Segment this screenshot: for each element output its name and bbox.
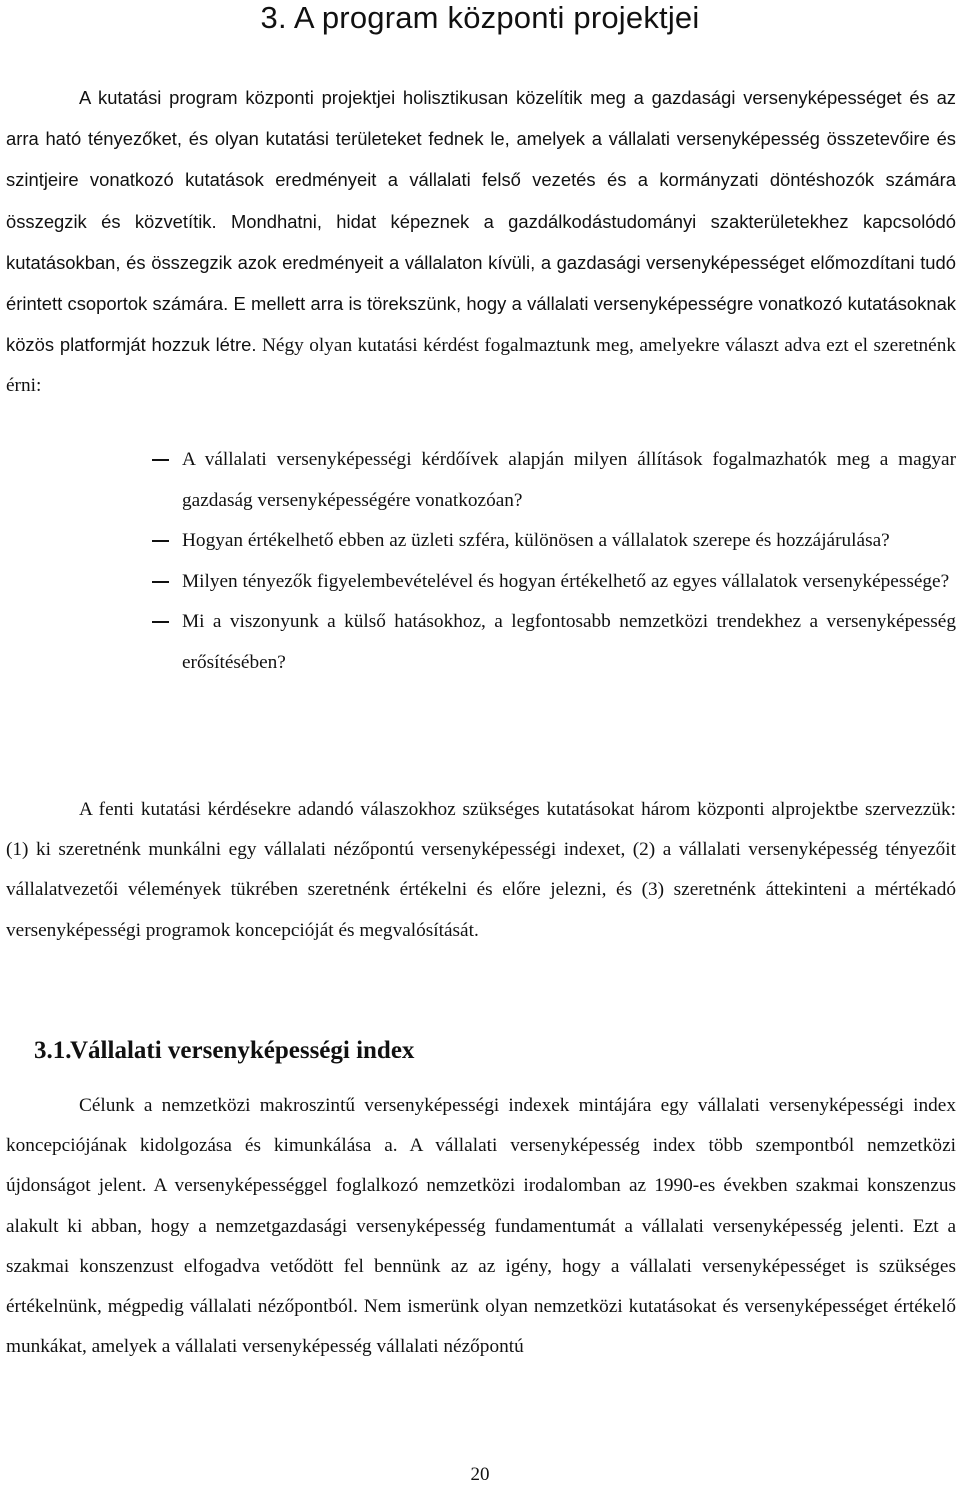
intro-paragraph-sans-part: A kutatási program központi projektjei holisztikusan közelítik meg a gazdasági versenyképességet és az arra ható tényezőket, és olyan kutatási területeket fednek le, amelyek a vállalati versenyképesség összetevőire és szintjeire vonatkozó kutatások eredményeit a vállalati felső vezetés és a kormányzati döntéshozók számára összegzik és közvetítik. — [6, 87, 956, 232]
research-questions-list — [0, 440, 960, 683]
list-item — [182, 602, 956, 683]
chapter-title: 3. A program központi projektjei — [260, 0, 700, 35]
dash-bullet-icon — [152, 581, 169, 583]
section-paragraph: Célunk a nemzetközi makroszintű versenyképességi indexek mintájára egy vállalati versenyképességi index koncepciójának kidolgozása és kimunkálása a. A vállalati versenyképesség index több szempontból nemzetközi újdonságot jelent. A versenyképességgel foglalkozó nemzetközi irodalomban az 1990-es években szakmai konszenzus alakult ki abban, hogy a nemzetgazdasági versenyképesség fundamentumát a vállalati versenyképesség jelenti. Ezt a szakmai konszenzust elfogadva vetődött fel bennünk az az igény, hogy a vállalati versenyképességet is szükséges értékelnünk, mégpedig vállalati nézőpontból. Nem ismerünk olyan nemzetközi kutatásokat és versenyképességet értékelő munkákat, amelyek a vállalati versenyképesség vállalati nézőpontú — [6, 1095, 956, 1358]
page-number: 20 — [470, 1464, 490, 1485]
question-text: Mi a viszonyunk a külső hatásokhoz, a legfontosabb nemzetközi trendekhez a versenyképesség erősítésében? — [182, 611, 956, 673]
subprojects-paragraph: A fenti kutatási kérdésekre adandó válaszokhoz szükséges kutatásokat három központi alprojektbe szervezzük: (1) ki szeretnénk munkálni egy vállalati nézőpontú versenyképességi indexet, (2) a vállalati versenyképesség tényezőit vállalatvezetői vélemények tükrében szeretnénk értékelni és előre jelezni, és (3) szeretnénk áttekinteni a mértékadó versenyképességi programok koncepcióját és megvalósítását. — [6, 799, 956, 941]
question-text: Hogyan értékelhető ebben az üzleti szféra, különösen a vállalatok szerepe és hozzájárulása? — [182, 530, 890, 551]
dash-bullet-icon — [152, 459, 169, 461]
intro-paragraph — [6, 78, 956, 407]
section-number: 3.1. — [34, 1037, 72, 1064]
question-text: Milyen tényezők figyelembevételével és hogyan értékelhető az egyes vállalatok versenyképessége? — [182, 570, 950, 592]
list-item — [182, 562, 956, 603]
intro-paragraph-sans-part-2: Mondhatni, hidat képeznek a gazdálkodástudományi szakterületekhez kapcsolódó kutatásokban, és összegzik azok eredményeit a vállalaton kívüli, a gazdasági versenyképességet előmozdítani tudó érintett csoportok számára. E mellett arra is törekszünk, hogy a vállalati versenyképességre vonatkozó kutatásoknak közös platformját hozzuk létre. — [6, 210, 956, 356]
dash-bullet-icon — [152, 621, 169, 623]
section-title: Vállalati versenyképességi index — [70, 1037, 415, 1064]
intro-paragraph-serif-part: Négy olyan kutatási kérdést fogalmaztunk meg, amelyekre választ adva ezt el szeretnénk érni: — [6, 335, 956, 397]
list-item — [182, 521, 956, 562]
section-heading — [34, 1035, 414, 1067]
list-item — [182, 440, 956, 521]
question-text: A vállalati versenyképességi kérdőívek alapján milyen állítások fogalmazhatók meg a magyar gazdaság versenyképességére vonatkozóan? — [182, 449, 956, 511]
dash-bullet-icon — [152, 540, 169, 542]
